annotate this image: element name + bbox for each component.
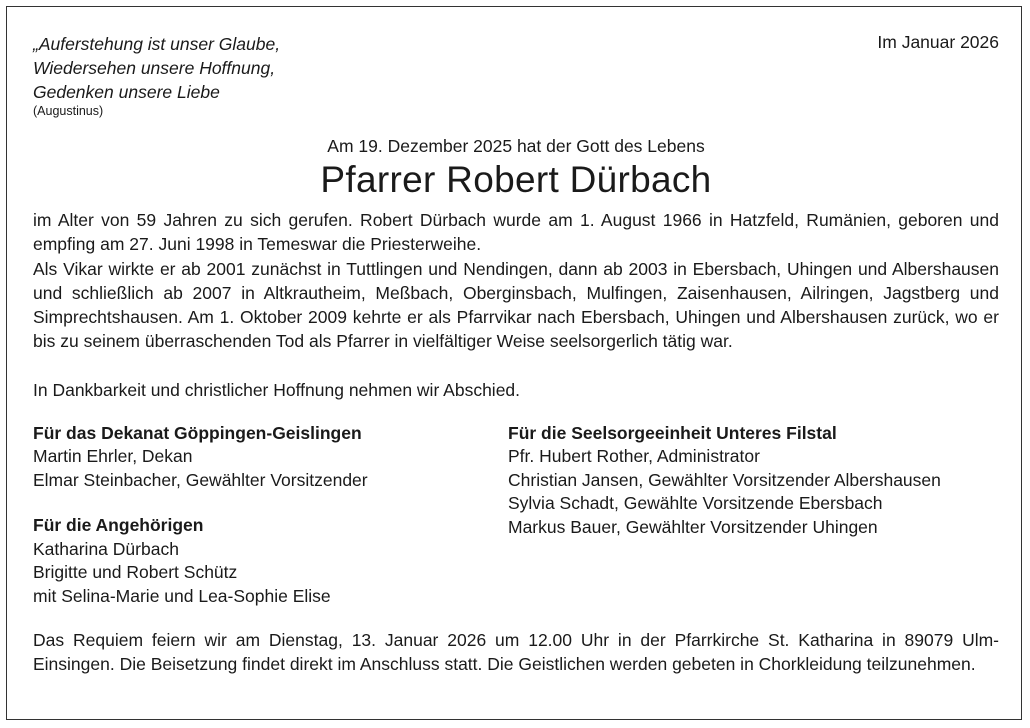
signatory-name: Brigitte und Robert Schütz	[33, 562, 238, 583]
quote-author: (Augustinus)	[33, 104, 104, 118]
signatory-name: Christian Jansen, Gewählter Vorsitzender Albershausen	[508, 469, 941, 490]
header-row	[33, 26, 999, 122]
biography-paragraph: Als Vikar wirkte er ab 2001 zunächst in Tuttlingen und Nendingen, dann ab 2003 in Ebersbach, Uhingen und Albershausen und schließlich ab 2007 in Altkrautheim, Meßbach, Oberginsbach, Mulfingen, Zaisenhausen, Ailringen, Jagstberg und Simprechtshausen. Am 1. Oktober 2009 kehrte er als Pfarrvikar nach Ebersbach, Uhingen und Albershausen zurück, wo er bis zu seinem überraschenden Tod als Pfarrer in vielfältiger Weise seelsorgerlich tätig war.	[33, 258, 999, 352]
biography-paragraph: im Alter von 59 Jahren zu sich gerufen. Robert Dürbach wurde am 1. August 1966 in Hatzfeld, Rumänien, geboren und empfing am 27. Juni 1998 in Temeswar die Priesterweihe.	[33, 210, 999, 255]
farewell-statement: In Dankbarkeit und christlicher Hoffnung nehmen wir Abschied.	[33, 379, 521, 400]
signatory-name: Sylvia Schadt, Gewählte Vorsitzende Ebersbach	[508, 493, 883, 514]
requiem-notice: Das Requiem feiern wir am Dienstag, 13. Januar 2026 um 12.00 Uhr in der Pfarrkirche St. Katharina in 89079 Ulm-Einsingen. Die Beisetzung findet direkt im Anschluss statt. Die Geistlichen werden gebeten in Chorkleidung teilzunehmen.	[33, 629, 999, 675]
group-title: Für die Angehörigen	[33, 515, 204, 536]
deceased-name: Pfarrer Robert Dürbach	[320, 159, 712, 200]
signatories-left-column	[33, 422, 493, 609]
group-angehoerige	[33, 514, 493, 608]
signatories-right-column	[508, 422, 999, 540]
group-title: Für die Seelsorgeeinheit Unteres Filstal	[508, 422, 837, 443]
bible-quote	[33, 32, 280, 104]
quote-line: Wiedersehen unsere Hoffnung,	[33, 58, 276, 78]
quote-line: Gedenken unsere Liebe	[33, 82, 220, 102]
group-title: Für das Dekanat Göppingen-Geislingen	[33, 422, 362, 443]
obituary-content	[33, 26, 999, 677]
signatory-name: Markus Bauer, Gewählter Vorsitzender Uhingen	[508, 516, 878, 537]
signatory-name: Katharina Dürbach	[33, 538, 179, 559]
group-seelsorgeeinheit	[508, 422, 999, 540]
biography	[33, 208, 999, 354]
signatory-name: mit Selina-Marie und Lea-Sophie Elise	[33, 585, 331, 606]
quote-line: „Auferstehung ist unser Glaube,	[33, 34, 281, 54]
group-dekanat	[33, 422, 493, 493]
signatory-name: Martin Ehrler, Dekan	[33, 446, 193, 467]
publication-date: Im Januar 2026	[877, 32, 999, 52]
signatories	[33, 422, 999, 622]
signatory-name: Elmar Steinbacher, Gewählter Vorsitzender	[33, 469, 368, 490]
signatory-name: Pfr. Hubert Rother, Administrator	[508, 446, 760, 467]
announcement-line: Am 19. Dezember 2025 hat der Gott des Lebens	[327, 136, 705, 156]
